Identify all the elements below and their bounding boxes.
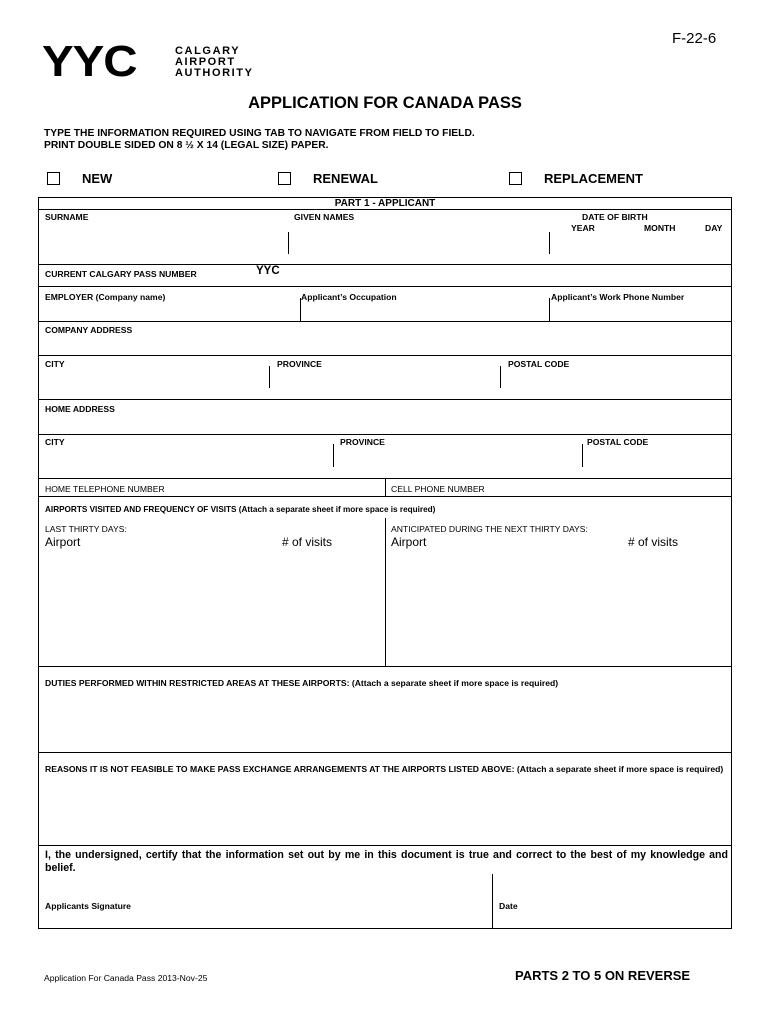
company-address-field[interactable] [42,335,728,354]
given-names-label: GIVEN NAMES [294,212,355,222]
airports-visited-label: AIRPORTS VISITED AND FREQUENCY OF VISITS (Attach a separate sheet if more space is required) [45,505,436,514]
option-replacement[interactable] [509,169,643,187]
logo-mark: YYC [42,37,137,86]
company-postal-code-label: POSTAL CODE [508,359,570,369]
given-names-field[interactable] [292,232,546,262]
dob-field[interactable] [553,232,729,262]
rule [38,399,732,400]
divider [582,444,583,467]
footer-form-info: Application For Canada Pass 2013-Nov-25 [44,973,208,983]
divider [385,518,386,666]
replacement-label: REPLACEMENT [544,170,643,186]
date-label: Date [499,901,518,911]
rule [38,434,732,435]
signature-label: Applicants Signature [45,901,131,911]
company-postal-code-field[interactable] [503,368,728,396]
renewal-label: RENEWAL [313,170,378,186]
pass-prefix: YYC [256,265,280,277]
employer-label: EMPLOYER (Company name) [45,292,166,302]
home-postal-code-field[interactable] [585,446,728,475]
company-province-label: PROVINCE [277,359,322,369]
company-address-label: COMPANY ADDRESS [45,325,133,335]
option-renewal[interactable] [278,169,378,187]
last-thirty-label: LAST THIRTY DAYS: [45,524,127,534]
airport-col-label-past: Airport [45,535,81,549]
past-airports-field[interactable] [42,552,381,664]
rule [38,496,732,497]
divider [492,874,493,929]
page-title: APPLICATION FOR CANADA PASS [248,94,522,112]
reasons-label: REASONS IT IS NOT FEASIBLE TO MAKE PASS EXCHANGE ARRANGEMENTS AT THE AIRPORTS LISTED ABOVE: (Attach a separate sheet if more space is required) [45,764,724,774]
replacement-checkbox[interactable] [509,172,522,185]
surname-label: SURNAME [45,212,89,222]
instruction-line-1: TYPE THE INFORMATION REQUIRED USING TAB TO NAVIGATE FROM FIELD TO FIELD. [44,128,475,139]
footer-reverse-note: PARTS 2 TO 5 ON REVERSE [515,968,691,983]
visits-col-label-next: # of visits [628,535,679,549]
logo-line-3: AUTHORITY [175,67,254,79]
rule [38,321,732,322]
dob-label: DATE OF BIRTH [582,212,648,222]
company-city-field[interactable] [42,368,266,396]
home-phone-label: HOME TELEPHONE NUMBER [45,484,165,494]
option-new[interactable] [47,169,112,187]
divider [549,298,550,321]
form-number: F-22-6 [672,30,717,47]
airport-col-label-next: Airport [391,535,427,549]
surname-field[interactable] [42,232,284,262]
new-checkbox[interactable] [47,172,60,185]
work-phone-field[interactable] [553,300,729,320]
logo-line-2: AIRPORT [175,56,236,68]
logo-line-1: CALGARY [175,45,241,57]
divider [549,232,550,254]
rule [38,666,732,667]
divider [385,478,386,496]
work-phone-label: Applicant’s Work Phone Number [551,292,685,302]
company-province-field[interactable] [272,368,497,396]
yyc-logo [42,37,262,86]
month-label: MONTH [644,223,676,233]
cell-phone-label: CELL PHONE NUMBER [391,484,485,494]
signature-field[interactable] [42,876,488,898]
rule [38,752,732,753]
next-airports-field[interactable] [389,552,728,664]
visits-col-label-past: # of visits [282,535,333,549]
home-city-field[interactable] [42,446,330,475]
reasons-field[interactable] [42,790,728,843]
divider [288,232,289,254]
rule [38,355,732,356]
rule [38,845,732,846]
duties-label: DUTIES PERFORMED WITHIN RESTRICTED AREAS AT THESE AIRPORTS: (Attach a separate sheet if more space is required) [45,678,559,688]
divider [500,366,501,388]
current-pass-field[interactable] [285,265,725,285]
home-province-field[interactable] [336,446,579,475]
new-label: NEW [82,170,113,186]
day-label: DAY [705,223,723,233]
home-address-label: HOME ADDRESS [45,404,115,414]
divider [269,366,270,388]
year-label: YEAR [571,223,595,233]
cell-phone-field[interactable] [505,480,727,495]
company-city-label: CITY [45,359,65,369]
part1-header: PART 1 - APPLICANT [38,197,732,210]
instruction-line-2: PRINT DOUBLE SIDED ON 8 ½ X 14 (LEGAL SIZE) PAPER. [44,140,329,151]
home-phone-field[interactable] [190,480,380,495]
date-field[interactable] [496,876,728,898]
home-postal-code-label: POSTAL CODE [587,437,649,447]
home-address-field[interactable] [42,413,728,433]
duties-field[interactable] [42,694,728,750]
home-city-label: CITY [45,437,65,447]
divider [333,444,334,467]
current-pass-label: CURRENT CALGARY PASS NUMBER [45,269,197,279]
certification-statement: I, the undersigned, certify that the information set out by me in this document is true and correct to the best of my knowledge and belief. [45,849,728,874]
next-thirty-label: ANTICIPATED DURING THE NEXT THIRTY DAYS: [391,524,588,534]
logo-org-name [175,46,254,79]
rule [38,286,732,287]
occupation-field[interactable] [304,300,546,320]
employer-field[interactable] [42,300,297,320]
occupation-label: Applicant’s Occupation [301,292,397,302]
renewal-checkbox[interactable] [278,172,291,185]
home-province-label: PROVINCE [340,437,385,447]
